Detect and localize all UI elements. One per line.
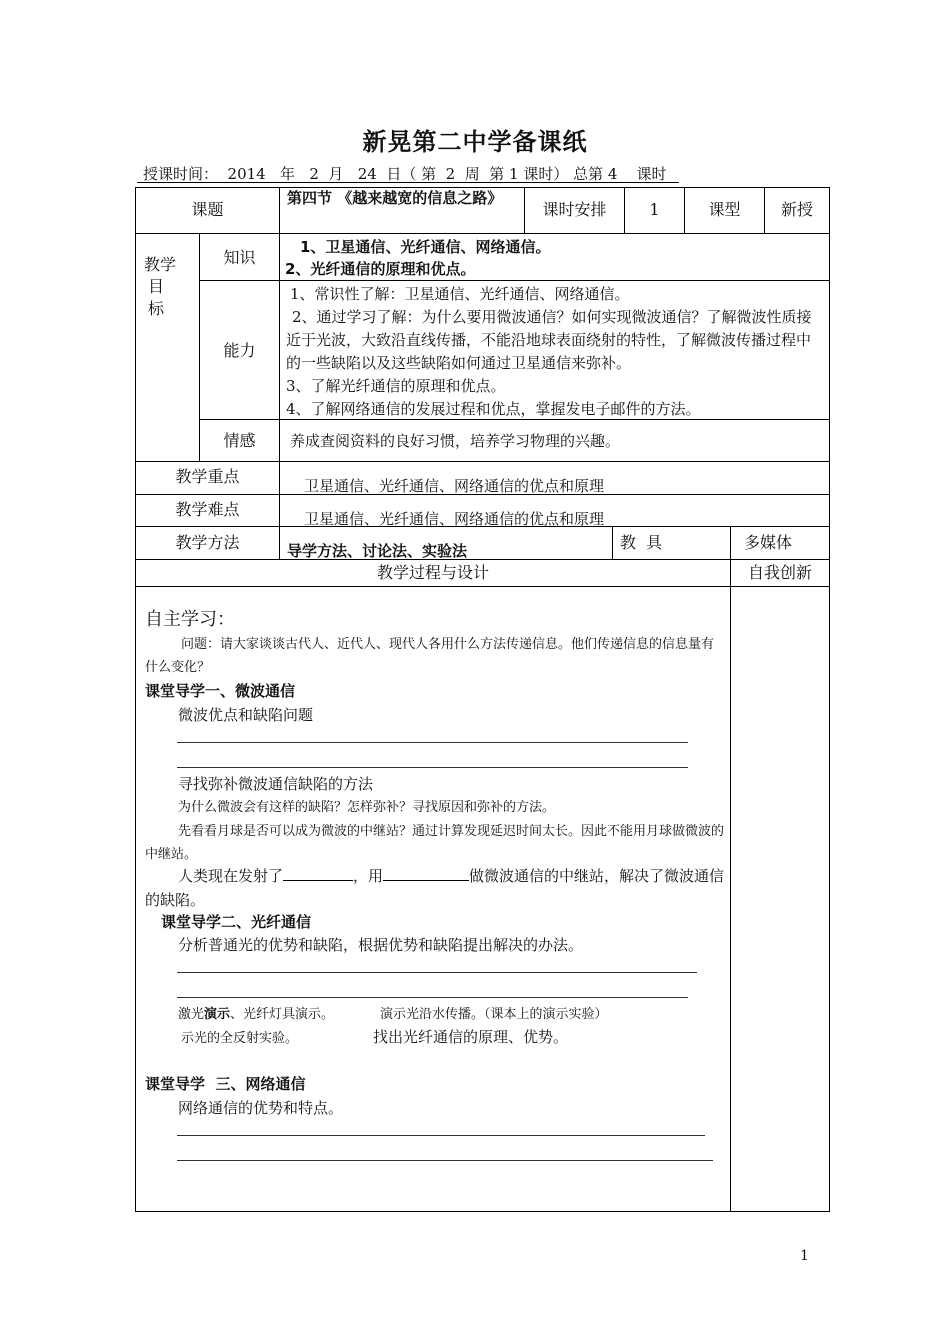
answer-line[interactable]: [177, 972, 697, 973]
discussion-question: 问题：请大家谈谈古代人、近代人、现代人各用什么方法传递信息。他们传递信息的信息量有什么变化？: [145, 637, 715, 675]
fill-blank[interactable]: [383, 866, 469, 881]
fill-blank[interactable]: [283, 866, 353, 881]
objectives-label: [144, 254, 176, 320]
knowledge-label: 知识: [223, 248, 256, 267]
fill-text: ，用: [353, 867, 384, 885]
process-header: 教学过程与设计: [376, 563, 489, 582]
ability-content: [286, 283, 824, 421]
page-number: 1: [800, 1248, 809, 1264]
water-demo: 演示光沿水传播。（课本上的演示实验）: [380, 1007, 608, 1022]
teaching-aids-value: 多媒体: [744, 533, 793, 552]
ability-item: 3、了解光纤通信的原理和优点。: [286, 377, 506, 395]
emotion-label: 情感: [223, 431, 256, 450]
key-points-value: 卫星通信、光纤通信、网络通信的优点和原理: [304, 477, 605, 495]
difficulties-value: 卫星通信、光纤通信、网络通信的优点和原理: [304, 510, 605, 528]
topic-value: 第四节 《越来越宽的信息之路》: [287, 189, 503, 207]
microwave-pros-cons: 微波优点和缺陷问题: [178, 706, 314, 724]
knowledge-item: 2、光纤通信的原理和优点。: [285, 260, 476, 278]
methods-label: 教学方法: [175, 533, 240, 552]
ability-label: 能力: [223, 341, 256, 360]
relay-fill-sentence: [145, 864, 727, 912]
fill-text: 做微波通信的中继站，解决了微波通信的缺陷。: [145, 867, 725, 909]
self-innovation-header: 自我创新: [747, 563, 812, 582]
section-microwave-title: 课堂导学一、微波通信: [145, 682, 296, 700]
microwave-fix-heading: 寻找弥补微波通信缺陷的方法: [178, 775, 374, 793]
section-network-title: 课堂导学 三、网络通信: [145, 1075, 306, 1093]
microwave-why: 为什么微波会有这样的缺陷？怎样弥补？寻找原因和弥补的方法。: [178, 800, 556, 815]
ability-item: 1、常识性了解：卫星通信、光纤通信、网络通信。: [290, 285, 630, 303]
ability-item: 4、了解网络通信的发展过程和优点，掌握发电子邮件的方法。: [286, 400, 701, 418]
answer-line[interactable]: [177, 1135, 705, 1136]
fiber-find-principle: 找出光纤通信的原理、优势。: [373, 1028, 569, 1046]
schedule-label: 课时安排: [542, 200, 607, 219]
topic-label: 课题: [191, 200, 224, 219]
objectives-label-line: 标: [148, 299, 165, 318]
objectives-label-line: 目: [148, 277, 165, 296]
objectives-label-line: 教学: [144, 255, 177, 274]
network-features: 网络通信的优势和特点。: [178, 1099, 344, 1117]
info-underline: [137, 182, 679, 183]
demo-text: 激光: [178, 1007, 205, 1022]
emotion-value: 养成查阅资料的良好习惯，培养学习物理的兴趣。: [290, 432, 621, 450]
moon-relay-note: 先看看月球是否可以成为微波的中继站？通过计算发现延迟时间太长。因此不能用月球做微波的中继站。: [145, 824, 725, 862]
schedule-value: 1: [649, 200, 660, 219]
fiber-analysis: 分析普通光的优势和缺陷，根据优势和缺陷提出解决的办法。: [178, 936, 584, 954]
lesson-type-value: 新授: [780, 200, 813, 219]
key-points-label: 教学重点: [175, 467, 240, 486]
difficulties-label: 教学难点: [175, 500, 240, 519]
fiber-demo-line: [178, 1004, 334, 1026]
answer-line[interactable]: [177, 767, 688, 768]
fill-text: 人类现在发射了: [178, 867, 284, 885]
section-fiber-title: 课堂导学二、光纤通信: [161, 913, 312, 931]
methods-value: 导学方法、讨论法、实验法: [287, 542, 468, 560]
lesson-type-label: 课型: [708, 200, 741, 219]
self-study-title: 自主学习：: [145, 609, 235, 630]
page-title: 新晃第二中学备课纸: [362, 128, 588, 156]
demo-text: 演示: [204, 1007, 231, 1022]
ability-item: 2、通过学习了解：为什么要用微波通信？如何实现微波通信？了解微波性质接近于光波，大致沿直线传播，不能沿地球表面绕射的特性，了解微波传播过程中的一些缺陷以及这些缺陷如何通过卫星通信来弥补。: [286, 308, 812, 372]
demo-text: 、光纤灯具演示。: [230, 1007, 335, 1022]
teaching-aids-label: 教 具: [620, 533, 663, 552]
answer-line[interactable]: [177, 997, 688, 998]
answer-line[interactable]: [177, 1160, 713, 1161]
knowledge-item: 1、卫星通信、光纤通信、网络通信。: [300, 238, 551, 256]
total-reflection-demo: 示光的全反射实验。: [181, 1031, 299, 1046]
class-time-info: 授课时间： 2014 年 2 月 24 日（ 第 2 周 第 1 课时） 总第 4 课时: [143, 165, 667, 183]
answer-line[interactable]: [177, 742, 688, 743]
